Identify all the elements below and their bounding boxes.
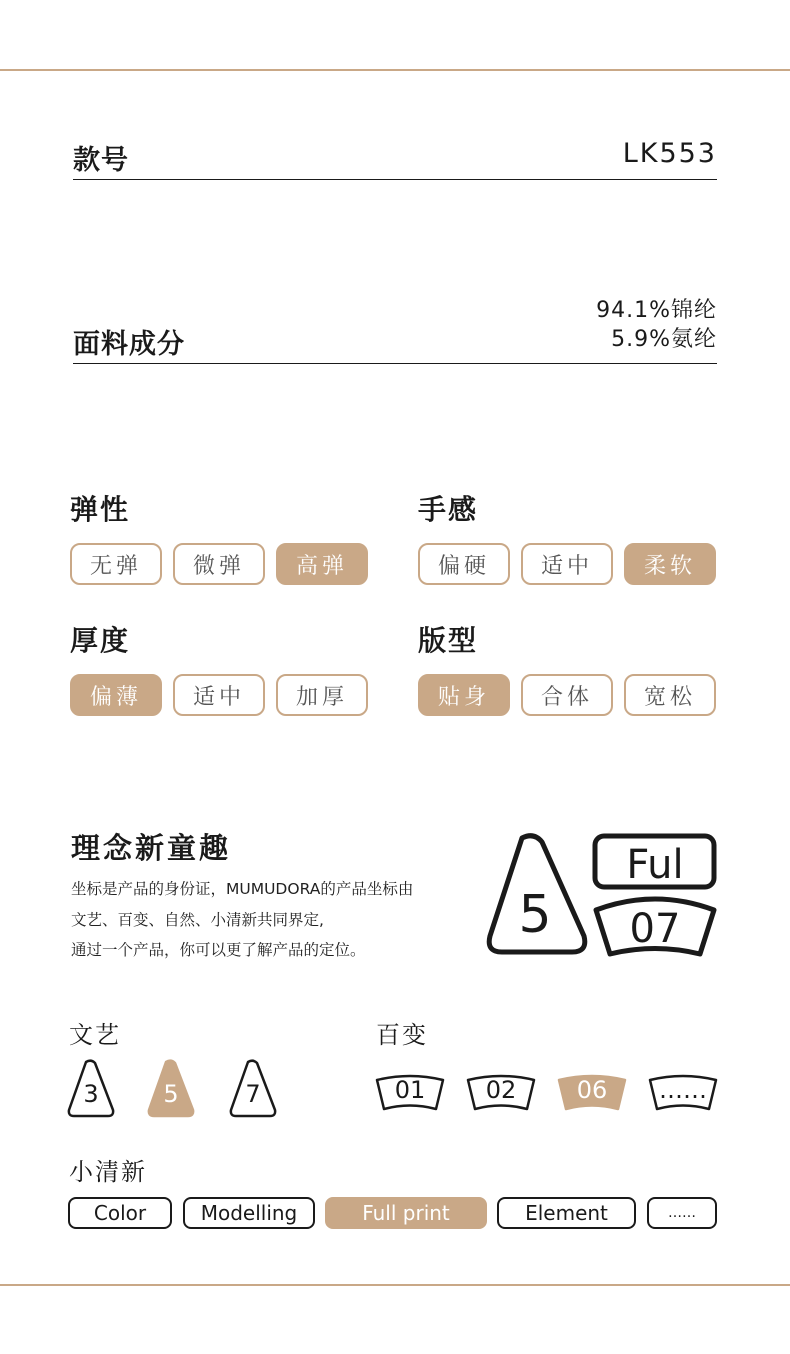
art-option — [66, 1058, 116, 1118]
fabric-line-1: 94.1%锦纶 — [596, 298, 717, 323]
attribute-option: 偏硬 — [418, 543, 510, 585]
art-option — [146, 1058, 196, 1118]
variety-option-value: 01 — [394, 1076, 426, 1104]
attribute-option: 微弹 — [173, 543, 265, 585]
art-label: 文艺 — [69, 1021, 121, 1049]
fresh-label: 小清新 — [69, 1158, 147, 1186]
art-option-value: 7 — [245, 1080, 261, 1108]
attribute-title: 弹性 — [70, 493, 131, 526]
concept-description — [71, 874, 413, 966]
concept-title: 理念新童趣 — [71, 831, 232, 865]
attribute-title: 厚度 — [70, 624, 131, 657]
style-no-underline — [73, 179, 717, 180]
badge-art-value: 5 — [518, 885, 552, 945]
variety-option — [375, 1074, 445, 1112]
fabric-label: 面料成分 — [73, 329, 185, 360]
art-option — [228, 1058, 278, 1118]
fresh-option: …… — [647, 1197, 717, 1229]
fresh-option: Modelling — [183, 1197, 315, 1229]
attribute-option: 合体 — [521, 674, 613, 716]
coordinate-badge — [480, 828, 725, 963]
variety-option — [466, 1074, 536, 1112]
art-option-value: 5 — [163, 1080, 179, 1108]
variety-option-value: 02 — [485, 1076, 517, 1104]
style-no-value: LK553 — [622, 138, 717, 169]
badge-fresh-value: Ful — [626, 842, 684, 888]
attribute-title: 版型 — [418, 624, 479, 657]
fabric-composition — [596, 296, 717, 354]
attribute-option: 适中 — [521, 543, 613, 585]
variety-option — [557, 1074, 627, 1112]
variety-option-value: …… — [659, 1076, 707, 1104]
fresh-option: Color — [68, 1197, 172, 1229]
concept-desc-line-2: 文艺、百变、自然、小清新共同界定, — [71, 910, 324, 929]
fabric-underline — [73, 363, 717, 364]
top-divider — [0, 69, 790, 71]
attribute-option: 偏薄 — [70, 674, 162, 716]
attribute-option: 柔软 — [624, 543, 716, 585]
badge-variety-value: 07 — [629, 906, 681, 952]
variety-option — [648, 1074, 718, 1112]
fresh-option: Full print — [325, 1197, 487, 1229]
fresh-option: Element — [497, 1197, 636, 1229]
concept-desc-line-3: 通过一个产品，你可以更了解产品的定位。 — [71, 941, 366, 959]
attribute-title: 手感 — [418, 493, 479, 526]
style-no-label: 款号 — [73, 145, 129, 176]
art-option-value: 3 — [83, 1080, 99, 1108]
fabric-line-2: 5.9%氨纶 — [611, 327, 717, 352]
attribute-option: 高弹 — [276, 543, 368, 585]
variety-option-value: 06 — [576, 1076, 608, 1104]
attribute-option: 加厚 — [276, 674, 368, 716]
attribute-option: 宽松 — [624, 674, 716, 716]
variety-label: 百变 — [376, 1021, 428, 1049]
concept-desc-line-1: 坐标是产品的身份证，MUMUDORA的产品坐标由 — [71, 880, 414, 898]
bottom-divider — [0, 1284, 790, 1286]
attribute-option: 无弹 — [70, 543, 162, 585]
attribute-option: 适中 — [173, 674, 265, 716]
attribute-option: 贴身 — [418, 674, 510, 716]
